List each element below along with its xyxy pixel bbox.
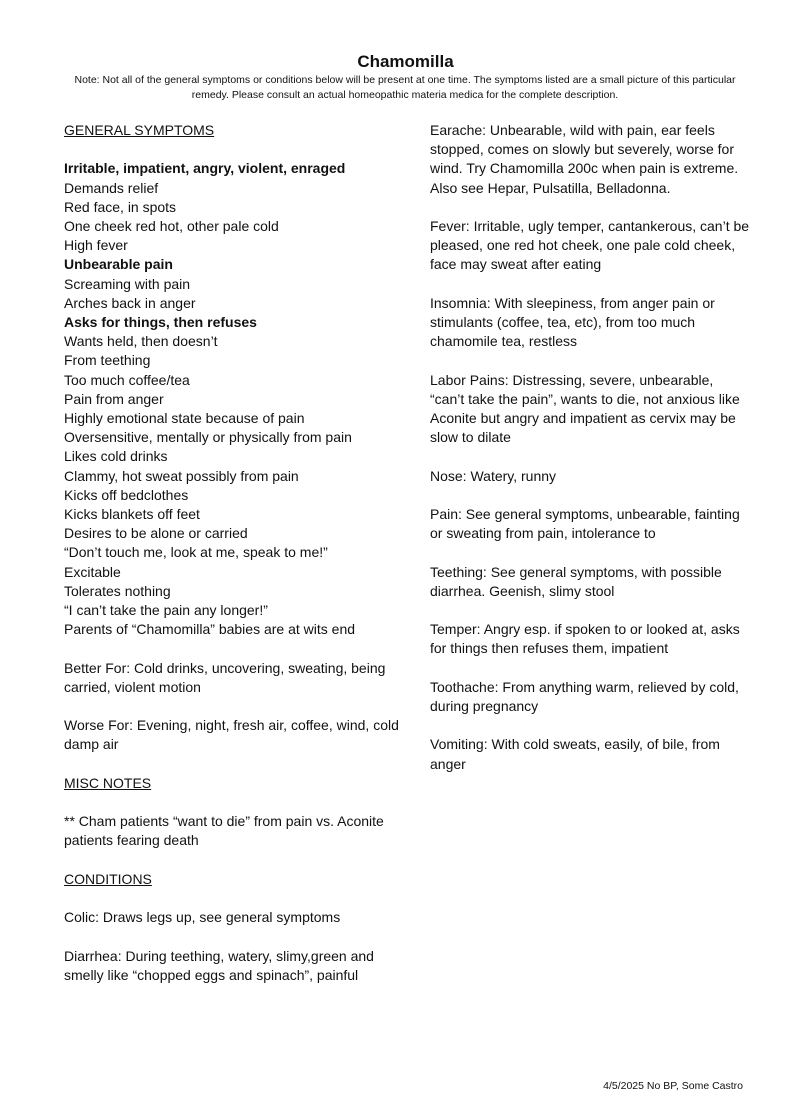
symptom-item: Red face, in spots bbox=[64, 198, 177, 215]
condition-labor-pains: Labor Pains: Distressing, severe, unbearable, “can’t take the pain”, wants to die, not anxious like Aconite but angry and impatient as cervix may be slow to dilate bbox=[430, 371, 740, 446]
symptom-item: Arches back in anger bbox=[64, 294, 196, 311]
condition-diarrhea: Diarrhea: During teething, watery, slimy,green and smelly like “chopped eggs and spinach”, painful bbox=[64, 947, 374, 983]
general-symptoms-heading: GENERAL SYMPTOMS bbox=[64, 122, 215, 138]
symptom-item: Desires to be alone or carried bbox=[64, 525, 248, 542]
symptom-item: Tolerates nothing bbox=[64, 582, 171, 599]
symptom-item: Excitable bbox=[64, 563, 121, 580]
right-column bbox=[430, 121, 750, 774]
footer-text: 4/5/2025 No BP, Some Castro bbox=[603, 1080, 743, 1092]
conditions-heading: CONDITIONS bbox=[64, 870, 152, 887]
condition-insomnia: Insomnia: With sleepiness, from anger pain or stimulants (coffee, tea, etc), from too much chamomile tea, restless bbox=[430, 294, 715, 350]
symptom-item: Kicks off bedclothes bbox=[64, 486, 189, 503]
symptom-item: Clammy, hot sweat possibly from pain bbox=[64, 467, 299, 484]
better-for-text: Better For: Cold drinks, uncovering, sweating, being carried, violent motion bbox=[64, 659, 386, 695]
symptom-item: “Don’t touch me, look at me, speak to me!” bbox=[64, 544, 328, 561]
symptom-item: From teething bbox=[64, 352, 151, 369]
condition-earache: Earache: Unbearable, wild with pain, ear feels stopped, comes on slowly but severely, worse for wind. Try Chamomilla 200c when pain is extreme. Also see Hepar, Pulsatilla, Belladonna. bbox=[430, 122, 739, 196]
symptom-item: Demands relief bbox=[64, 179, 159, 196]
symptom-item: Likes cold drinks bbox=[64, 448, 168, 465]
condition-pain: Pain: See general symptoms, unbearable, fainting or sweating from pain, intolerance to bbox=[430, 505, 740, 542]
misc-notes-text: ** Cham patients “want to die” from pain vs. Aconite patients fearing death bbox=[64, 813, 384, 849]
condition-toothache: Toothache: From anything warm, relieved by cold, during pregnancy bbox=[430, 678, 739, 714]
worse-for-text: Worse For: Evening, night, fresh air, coffee, wind, cold damp air bbox=[64, 717, 399, 753]
symptom-item: Parents of “Chamomilla” babies are at wits end bbox=[64, 621, 356, 638]
symptom-item: “I can’t take the pain any longer!” bbox=[64, 602, 268, 619]
condition-teething: Teething: See general symptoms, with possible diarrhea. Geenish, slimy stool bbox=[430, 563, 722, 599]
symptom-item: Too much coffee/tea bbox=[64, 371, 190, 388]
symptom-item: Wants held, then doesn’t bbox=[64, 333, 218, 350]
symptom-item: Oversensitive, mentally or physically from pain bbox=[64, 429, 352, 446]
condition-vomiting: Vomiting: With cold sweats, easily, of bile, from anger bbox=[430, 736, 720, 772]
symptom-item: Unbearable pain bbox=[64, 256, 173, 273]
note-text: Note: Not all of the general symptoms or conditions below will be present at one time. The symptoms listed are a small picture of this particular remedy. Please consult an actual homeopathic materia medica for the complete description. bbox=[74, 74, 736, 101]
symptom-item: Pain from anger bbox=[64, 390, 164, 407]
general-symptoms-list bbox=[64, 159, 399, 639]
symptom-item: Asks for things, then refuses bbox=[64, 314, 257, 331]
symptom-item: One cheek red hot, other pale cold bbox=[64, 218, 279, 234]
page-title: Chamomilla bbox=[357, 52, 454, 71]
condition-colic: Colic: Draws legs up, see general symptoms bbox=[64, 909, 341, 926]
symptom-item: Irritable, impatient, angry, violent, enraged bbox=[64, 160, 346, 177]
symptom-item: Highly emotional state because of pain bbox=[64, 410, 305, 427]
symptom-item: Kicks blankets off feet bbox=[64, 506, 200, 523]
symptom-item: High fever bbox=[64, 237, 128, 254]
condition-fever: Fever: Irritable, ugly temper, cantankerous, can’t be pleased, one red hot cheek, one pale cold cheek, face may sweat after eating bbox=[430, 218, 750, 273]
condition-temper: Temper: Angry esp. if spoken to or looked at, asks for things then refuses them, impatient bbox=[430, 621, 740, 657]
symptom-item: Screaming with pain bbox=[64, 275, 191, 292]
condition-nose: Nose: Watery, runny bbox=[430, 467, 557, 484]
left-column bbox=[64, 121, 399, 985]
misc-notes-heading: MISC NOTES bbox=[64, 774, 152, 791]
